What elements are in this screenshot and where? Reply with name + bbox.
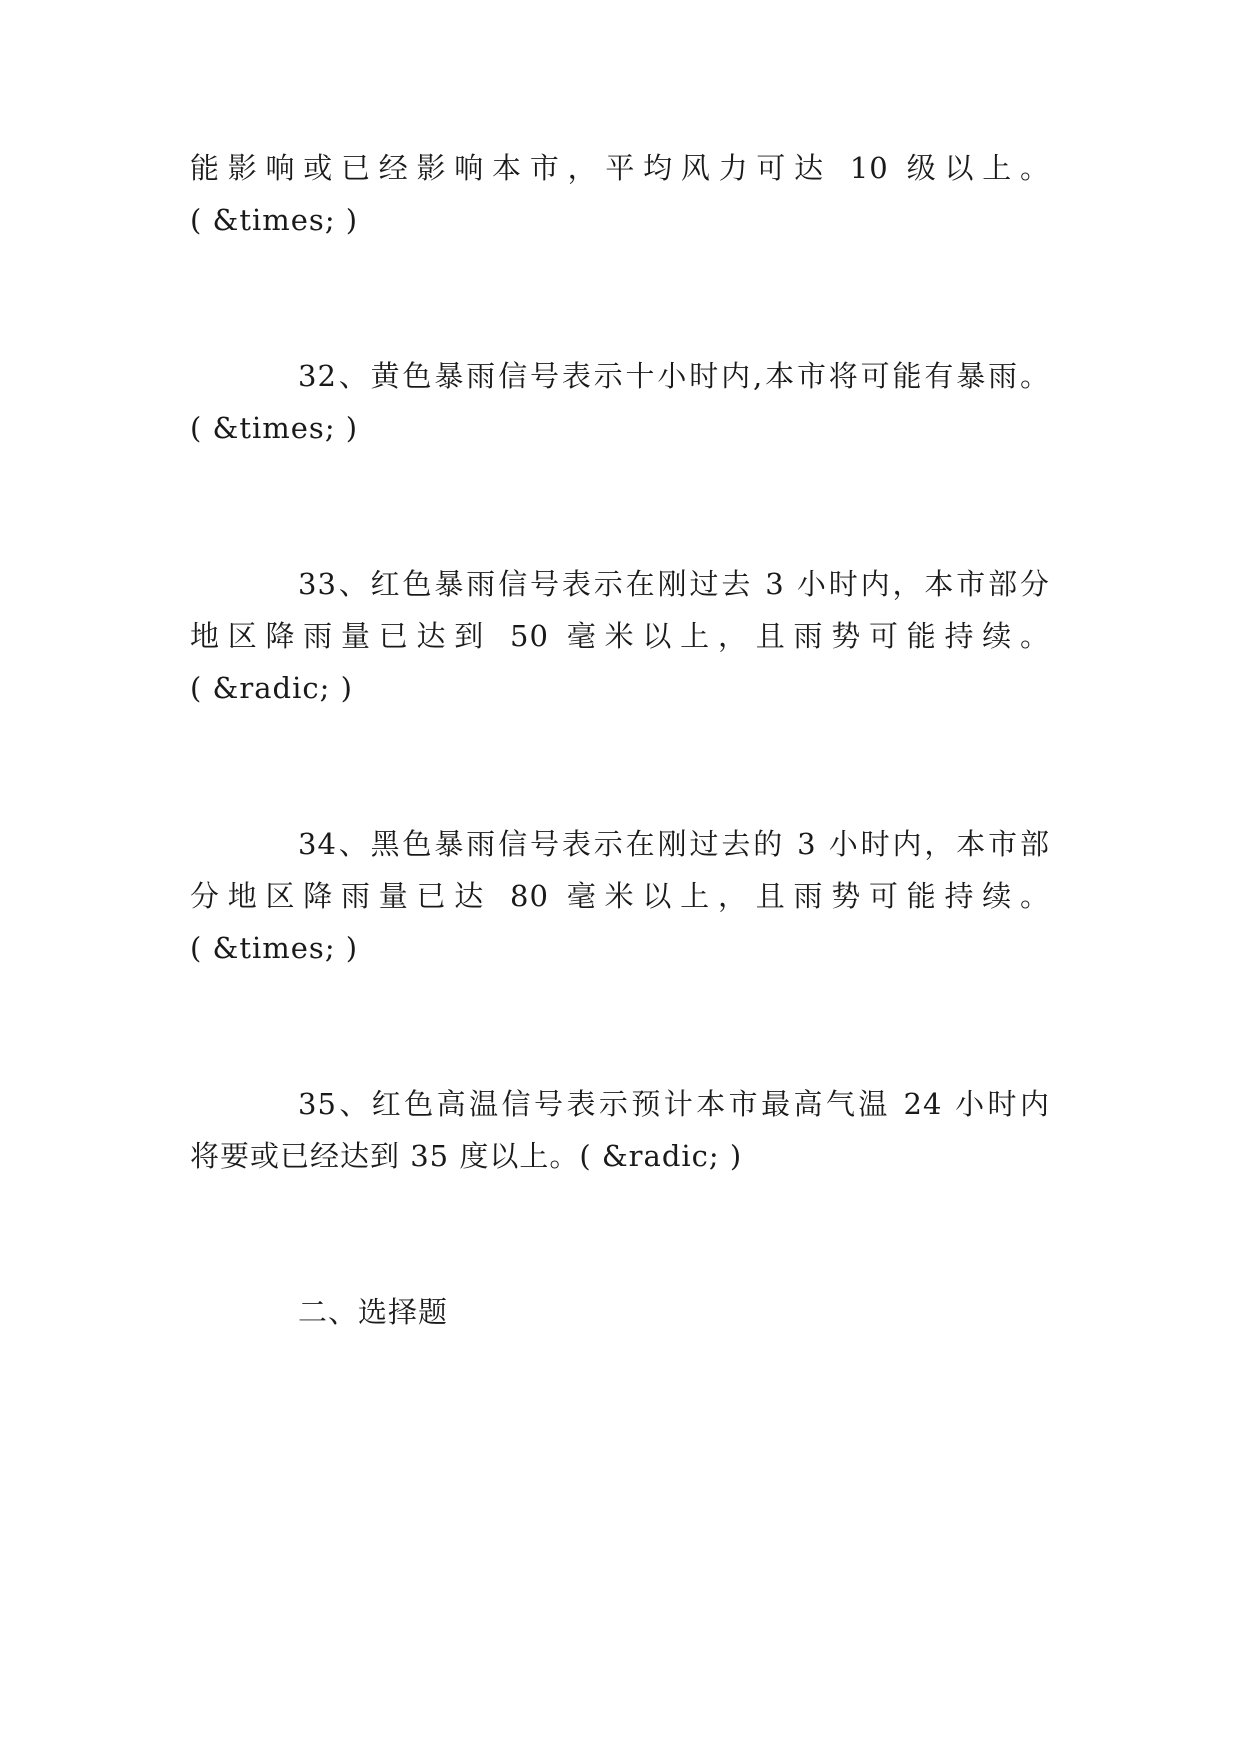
answer-mark: ( &times; ) (190, 203, 359, 237)
answer-mark: ( &times; ) (190, 931, 359, 965)
answer-mark: ( &times; ) (190, 411, 359, 445)
answer-mark: ( &radic; ) (190, 671, 353, 705)
question-34-line: 34、黑色暴雨信号表示在刚过去的 3 小时内，本市部 (298, 827, 1050, 861)
question-35-line: 将要或已经达到 35 度以上。( &radic; ) (190, 1139, 743, 1173)
text-line: 能影响或已经影响本市，平均风力可达 10 级以上。 (190, 151, 1050, 185)
question-35-line: 35、红色高温信号表示预计本市最高气温 24 小时内 (298, 1087, 1050, 1121)
question-33-line: 33、红色暴雨信号表示在刚过去 3 小时内，本市部分 (298, 567, 1050, 601)
question-34-line: 分地区降雨量已达 80 毫米以上，且雨势可能持续。 (190, 879, 1050, 913)
question-33-line: 地区降雨量已达到 50 毫米以上，且雨势可能持续。 (190, 619, 1050, 653)
section-heading: 二、选择题 (298, 1295, 449, 1329)
question-32-line: 32、黄色暴雨信号表示十小时内,本市将可能有暴雨。 (298, 359, 1050, 393)
